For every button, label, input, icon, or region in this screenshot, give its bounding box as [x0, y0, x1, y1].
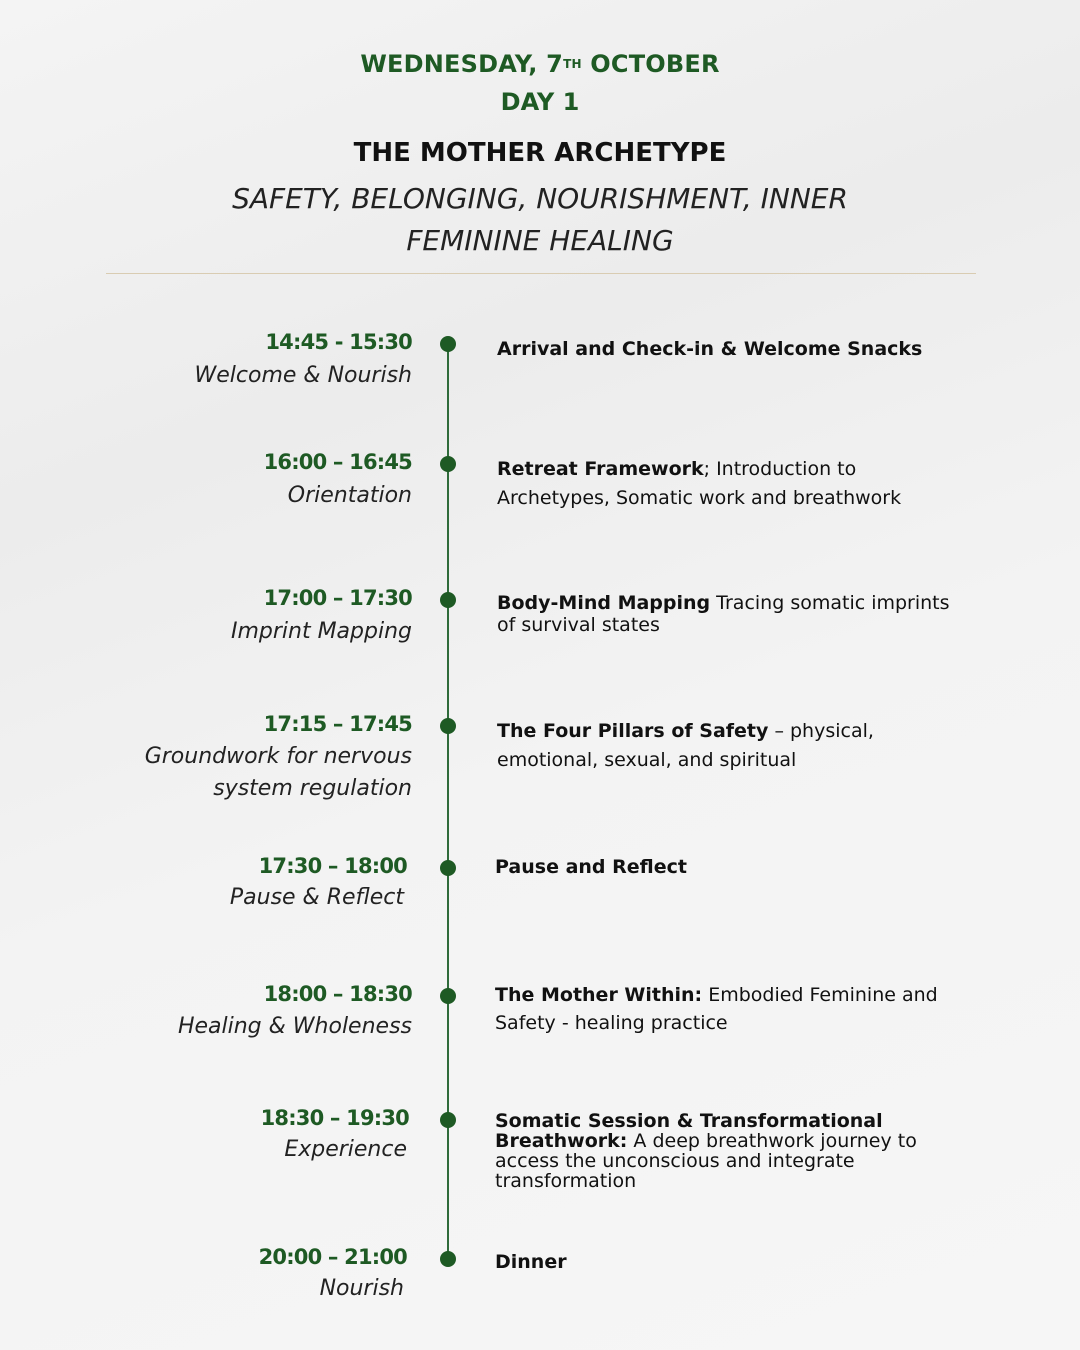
timeline-dot: [440, 592, 456, 608]
description-text: – physical, emotional, sexual, and spiritual: [497, 720, 874, 771]
schedule-time: 18:00 – 18:30: [263, 982, 412, 1006]
description-title: Retreat Framework: [497, 458, 704, 480]
schedule-time: 17:30 – 18:00: [258, 854, 407, 878]
description-title: Pause and Reflect: [495, 856, 687, 878]
page-subtitle: SAFETY, BELONGING, NOURISHMENT, INNER FEMININE HEALING: [232, 182, 848, 257]
schedule-time: 17:15 – 17:45: [263, 712, 412, 736]
schedule-time: 14:45 - 15:30: [265, 330, 412, 354]
description-text: ; Introduction to Archetypes, Somatic work and breathwork: [497, 458, 902, 509]
schedule-description: [495, 981, 965, 1037]
description-title: The Mother Within:: [495, 984, 703, 1006]
timeline-dot: [440, 1251, 456, 1267]
schedule-label: Nourish: [319, 1276, 404, 1301]
schedule-time: 18:30 – 19:30: [260, 1106, 409, 1130]
page-title: THE MOTHER ARCHETYPE: [353, 138, 727, 168]
schedule-label: Welcome & Nourish: [194, 363, 412, 388]
description-title: Arrival and Check-in & Welcome Snacks: [497, 338, 923, 360]
schedule-label: Healing & Wholeness: [177, 1014, 412, 1039]
date-month: OCTOBER: [581, 50, 720, 78]
header-divider: [106, 273, 976, 274]
schedule-label: Groundwork for nervous system regulation: [144, 744, 412, 801]
schedule-description: [497, 337, 967, 361]
schedule-time: 20:00 – 21:00: [258, 1245, 407, 1269]
day-label: DAY 1: [500, 88, 580, 116]
description-title: Body-Mind Mapping: [497, 592, 711, 614]
description-text: Tracing somatic imprints of survival states: [497, 592, 950, 636]
schedule-label: Experience: [284, 1137, 407, 1162]
date-heading: [0, 50, 1080, 78]
schedule-label: Imprint Mapping: [230, 619, 412, 644]
description-text: Embodied Feminine and Safety - healing practice: [495, 984, 938, 1034]
date-ordinal-suffix: TH: [563, 57, 582, 71]
schedule-time: 16:00 – 16:45: [263, 450, 412, 474]
timeline-dot: [440, 1112, 456, 1128]
timeline-dot: [440, 988, 456, 1004]
schedule-description: [497, 717, 967, 775]
description-title: The Four Pillars of Safety: [497, 720, 769, 742]
description-title: Dinner: [495, 1251, 567, 1273]
schedule-description: [495, 855, 965, 879]
schedule-description: [497, 455, 967, 513]
timeline-dot: [440, 860, 456, 876]
schedule-label: Orientation: [287, 483, 412, 508]
description-title: Somatic Session & Transformational Breathwork:: [495, 1110, 883, 1152]
schedule-time: 17:00 – 17:30: [263, 586, 412, 610]
date-day: WEDNESDAY, 7: [360, 50, 564, 78]
description-text: A deep breathwork journey to access the unconscious and integrate transformation: [495, 1130, 917, 1192]
timeline-dot: [440, 718, 456, 734]
timeline-dot: [440, 336, 456, 352]
schedule-label: Pause & Reflect: [229, 885, 404, 910]
schedule-description: [495, 1250, 965, 1274]
schedule-description: [497, 592, 967, 636]
schedule-description: [495, 1111, 975, 1191]
timeline-dot: [440, 456, 456, 472]
